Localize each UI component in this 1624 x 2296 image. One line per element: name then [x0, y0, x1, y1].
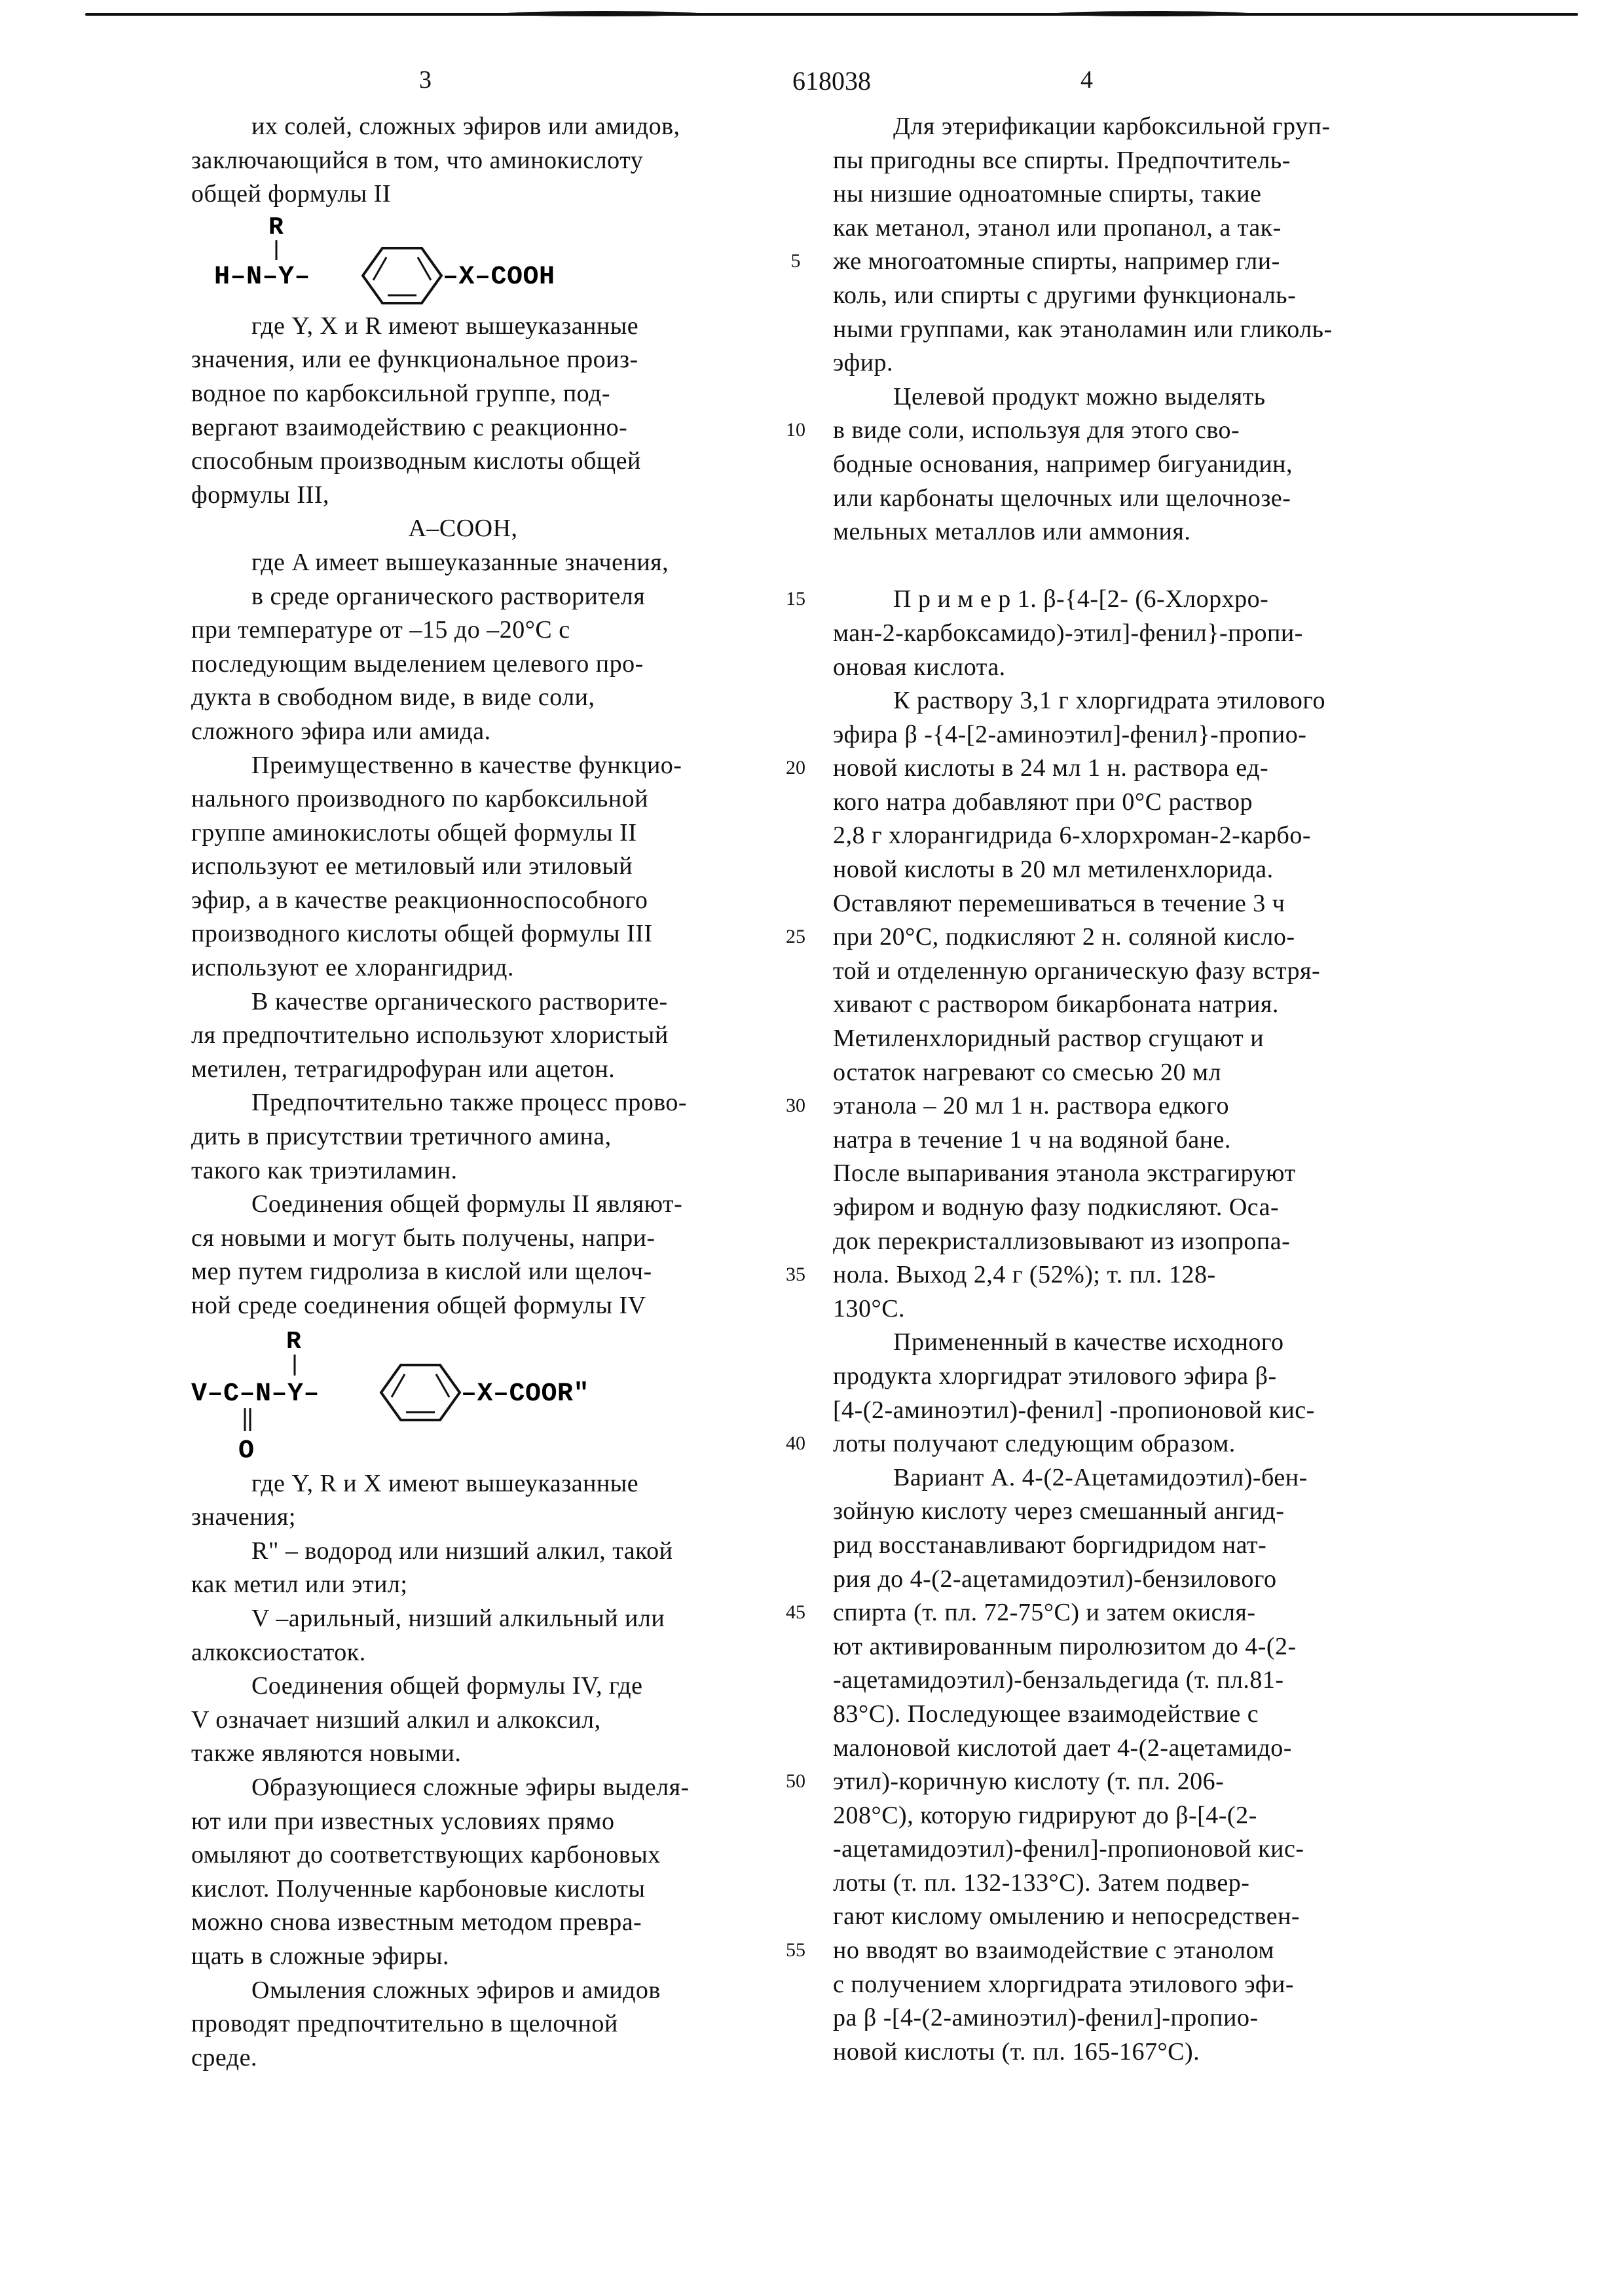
text-line: где Y, X и R имеют вышеуказанные	[191, 310, 735, 344]
text-line: Омыления сложных эфиров и амидов	[191, 1974, 735, 2008]
text-line: или карбонаты щелочных или щелочнозе-	[833, 482, 1422, 516]
formula-II-structure	[191, 211, 735, 310]
text-line: натра в течение 1 ч на водяной бане.	[833, 1123, 1422, 1157]
text-line: ной среде соединения общей формулы IV	[191, 1289, 735, 1323]
text-line: дить в присутствии третичного амина,	[191, 1120, 735, 1154]
text-line: метилен, тетрагидрофуран или ацетон.	[191, 1053, 735, 1087]
text-line: Оставляют перемешиваться в течение 3 ч	[833, 887, 1422, 921]
text-line: можно снова известным методом превра-	[191, 1906, 735, 1940]
text-line: вергают взаимодействию с реакционно-	[191, 411, 735, 445]
spacer	[833, 549, 1422, 583]
text-line: этил)-коричную кислоту (т. пл. 206-	[833, 1765, 1422, 1799]
formula-IV-r: R	[286, 1328, 301, 1356]
text-line: алкоксиостаток.	[191, 1636, 735, 1670]
text-line: ют или при известных условиях прямо	[191, 1805, 735, 1839]
text-line: В качестве органического растворите-	[191, 985, 735, 1019]
text-line: П р и м е р 1. β-{4-[2- (6-Хлорхро-	[833, 583, 1422, 617]
text-line: эфир.	[833, 346, 1422, 380]
text-line: нола. Выход 2,4 г (52%); т. пл. 128-	[833, 1258, 1422, 1292]
text-line: в среде органического растворителя	[191, 580, 735, 614]
formula-IV	[191, 1323, 735, 1467]
rule-thickening	[1054, 11, 1251, 16]
text-line: ны низшие одноатомные спирты, такие	[833, 177, 1422, 211]
text-line: заключающийся в том, что аминокислоту	[191, 144, 735, 178]
line-number: 15	[773, 588, 819, 610]
text-line: лоты получают следующим образом.	[833, 1427, 1422, 1461]
text-line: После выпаривания этанола экстрагируют	[833, 1157, 1422, 1191]
line-number: 5	[773, 250, 819, 272]
text-line: К раствору 3,1 г хлоргидрата этилового	[833, 684, 1422, 718]
formula-II	[191, 211, 735, 310]
text-line: [4-(2-аминоэтил)-фенил] -пропионовой кис-	[833, 1394, 1422, 1428]
text-line: сложного эфира или амида.	[191, 715, 735, 749]
text-line: Целевой продукт можно выделять	[833, 380, 1422, 414]
text-line: новой кислоты (т. пл. 165-167°С).	[833, 2035, 1422, 2069]
text-line: в виде соли, используя для этого сво-	[833, 414, 1422, 448]
text-line: -ацетамидоэтил)-фенил]-пропионовой кис-	[833, 1832, 1422, 1867]
text-line: док перекристаллизовывают из изопропа-	[833, 1225, 1422, 1259]
text-line: продукта хлоргидрат этилового эфира β-	[833, 1360, 1422, 1394]
left-column	[191, 110, 735, 2075]
text-line: последующим выделением целевого про-	[191, 647, 735, 682]
rule-thickening	[504, 11, 701, 16]
text-line: R" – водород или низший алкил, такой	[191, 1535, 735, 1569]
text-line: -ацетамидоэтил)-бензальдегида (т. пл.81-	[833, 1664, 1422, 1698]
text-line: эфиром и водную фазу подкисляют. Оса-	[833, 1191, 1422, 1225]
text-line: общей формулы II	[191, 177, 735, 211]
line-number: 25	[773, 926, 819, 948]
text-line: с получением хлоргидрата этилового эфи-	[833, 1968, 1422, 2002]
text-line: оновая кислота.	[833, 651, 1422, 685]
text-line: щать в сложные эфиры.	[191, 1940, 735, 1974]
text-line: Примененный в качестве исходного	[833, 1326, 1422, 1360]
text-line: спирта (т. пл. 72-75°С) и затем окисля-	[833, 1596, 1422, 1630]
text-line: ман-2-карбоксамидо)-этил]-фенил}-пропи-	[833, 617, 1422, 651]
text-line: малоновой кислотой дает 4-(2-ацетамидо-	[833, 1732, 1422, 1766]
text-line: дукта в свободном виде, в виде соли,	[191, 681, 735, 715]
text-line: коль, или спирты с другими функциональ-	[833, 279, 1422, 313]
page-number-right: 4	[1080, 65, 1093, 94]
text-line: мельных металлов или аммония.	[833, 515, 1422, 549]
text-line: Вариант А. 4-(2-Ацетамидоэтил)-бен-	[833, 1461, 1422, 1495]
line-number: 40	[773, 1432, 819, 1455]
formula-IV-left: V–C–N–Y–	[191, 1379, 320, 1409]
text-line: значения;	[191, 1501, 735, 1535]
text-line: той и отделенную органическую фазу встря-	[833, 955, 1422, 989]
text-line: водное по карбоксильной группе, под-	[191, 377, 735, 411]
text-line: 2,8 г хлорангидрида 6-хлорхроман-2-карбо-	[833, 819, 1422, 853]
text-line: V означает низший алкил и алкоксил,	[191, 1704, 735, 1738]
text-line: проводят предпочтительно в щелочной	[191, 2007, 735, 2041]
text-line: где Y, R и X имеют вышеуказанные	[191, 1467, 735, 1501]
text-line: V –арильный, низший алкильный или	[191, 1602, 735, 1636]
text-line: такого как триэтиламин.	[191, 1154, 735, 1188]
text-line: формулы III,	[191, 479, 735, 513]
text-line: где A имеет вышеуказанные значения,	[191, 546, 735, 580]
text-line: Предпочтительно также процесс прово-	[191, 1086, 735, 1120]
text-line: рид восстанавливают боргидридом нат-	[833, 1529, 1422, 1563]
formula-III: A–COOH,	[191, 512, 735, 546]
text-line: производного кислоты общей формулы III	[191, 917, 735, 951]
text-line: Образующиеся сложные эфиры выделя-	[191, 1771, 735, 1805]
text-line: группе аминокислоты общей формулы II	[191, 816, 735, 850]
text-line: Соединения общей формулы IV, где	[191, 1669, 735, 1704]
formula-IV-carbonyl-o: O	[238, 1436, 255, 1466]
text-line: же многоатомные спирты, например гли-	[833, 245, 1422, 279]
patent-number: 618038	[792, 65, 871, 96]
text-line: как метил или этил;	[191, 1568, 735, 1602]
text-line: новой кислоты в 20 мл метиленхлорида.	[833, 853, 1422, 887]
text-line: ют активированным пиролюзитом до 4-(2-	[833, 1630, 1422, 1664]
text-line: ся новыми и могут быть получены, напри-	[191, 1222, 735, 1256]
text-line: 83°С). Последующее взаимодействие с	[833, 1698, 1422, 1732]
text-line: новой кислоты в 24 мл 1 н. раствора ед-	[833, 752, 1422, 786]
text-line: как метанол, этанол или пропанол, а так-	[833, 211, 1422, 246]
text-line: используют ее метиловый или этиловый	[191, 850, 735, 884]
right-column	[833, 110, 1422, 2069]
text-line: при температуре от –15 до –20°С с	[191, 613, 735, 647]
text-line: используют ее хлорангидрид.	[191, 951, 735, 985]
text-line: бодные основания, например бигуанидин,	[833, 448, 1422, 482]
text-line: 130°С.	[833, 1292, 1422, 1326]
text-line: Соединения общей формулы II являют-	[191, 1188, 735, 1222]
page-number-left: 3	[419, 65, 432, 94]
text-line: гают кислому омылению и непосредствен-	[833, 1900, 1422, 1934]
benzene-ring-icon	[381, 1365, 460, 1420]
text-line: также являются новыми.	[191, 1737, 735, 1771]
formula-II-right: –X–COOH	[443, 263, 555, 292]
text-line: Для этерификации карбоксильной груп-	[833, 110, 1422, 144]
text-line: пы пригодны все спирты. Предпочтитель-	[833, 144, 1422, 178]
formula-IV-right: –X–COOR"	[461, 1379, 589, 1409]
text-line: рия до 4-(2-ацетамидоэтил)-бензилового	[833, 1563, 1422, 1597]
text-line: омыляют до соответствующих карбоновых	[191, 1838, 735, 1872]
text-line: нального производного по карбоксильной	[191, 782, 735, 816]
line-number: 20	[773, 757, 819, 779]
text-line: мер путем гидролиза в кислой или щелоч-	[191, 1255, 735, 1289]
text-line: ра β -[4-(2-аминоэтил)-фенил]-пропио-	[833, 2001, 1422, 2035]
text-line: кого натра добавляют при 0°С раствор	[833, 786, 1422, 820]
text-line: ля предпочтительно используют хлористый	[191, 1019, 735, 1053]
text-line: лоты (т. пл. 132-133°С). Затем подвер-	[833, 1867, 1422, 1901]
text-line: ными группами, как этаноламин или гликоль-	[833, 313, 1422, 347]
line-number: 50	[773, 1770, 819, 1793]
text-line: кислот. Полученные карбоновые кислоты	[191, 1872, 735, 1906]
text-line: 208°С), которую гидрируют до β-[4-(2-	[833, 1799, 1422, 1833]
line-number: 35	[773, 1264, 819, 1286]
text-line: их солей, сложных эфиров или амидов,	[191, 110, 735, 144]
text-line: Метиленхлоридный раствор сгущают и	[833, 1022, 1422, 1056]
benzene-ring-icon	[363, 248, 441, 303]
text-line: среде.	[191, 2041, 735, 2075]
text-line: при 20°С, подкисляют 2 н. соляной кисло-	[833, 920, 1422, 955]
formula-II-r: R	[268, 213, 284, 242]
text-line: хивают с раствором бикарбоната натрия.	[833, 988, 1422, 1022]
text-line: Преимущественно в качестве функцио-	[191, 749, 735, 783]
top-rule	[85, 13, 1578, 16]
text-line: этанола – 20 мл 1 н. раствора едкого	[833, 1089, 1422, 1123]
text-line: способным производным кислоты общей	[191, 445, 735, 479]
line-number: 45	[773, 1601, 819, 1624]
formula-II-left: H–N–Y–	[214, 263, 310, 292]
line-number: 30	[773, 1095, 819, 1117]
line-number: 55	[773, 1939, 819, 1961]
text-line: эфир, а в качестве реакционноспособного	[191, 884, 735, 918]
text-line: зойную кислоту через смешанный ангид-	[833, 1495, 1422, 1529]
text-line: значения, или ее функциональное произ-	[191, 343, 735, 377]
formula-IV-structure	[191, 1323, 735, 1467]
text-line: но вводят во взаимодействие с этанолом	[833, 1934, 1422, 1968]
text-line: эфира β -{4-[2-аминоэтил]-фенил}-пропио-	[833, 718, 1422, 752]
text-line: остаток нагревают со смесью 20 мл	[833, 1056, 1422, 1090]
line-number: 10	[773, 419, 819, 441]
